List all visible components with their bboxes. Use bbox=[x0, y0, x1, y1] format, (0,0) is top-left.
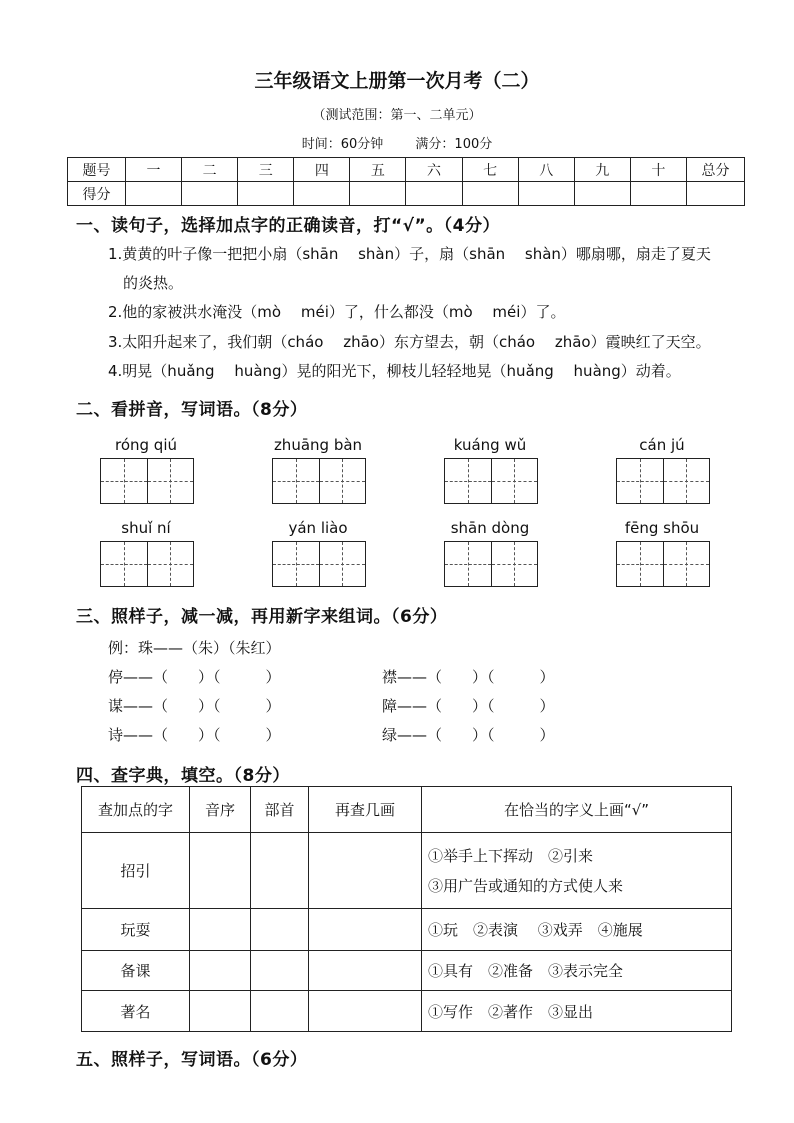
answer-cell[interactable] bbox=[190, 991, 251, 1032]
answer-cell[interactable] bbox=[251, 833, 309, 909]
score-table-header-row bbox=[68, 158, 745, 182]
tianzige-grid[interactable] bbox=[272, 541, 366, 587]
pinyin-label: róng qiú bbox=[114, 436, 177, 454]
section-2-heading: 二、看拼音，写词语。（8分） bbox=[76, 400, 308, 420]
section-5-heading: 五、照样子，写词语。（6分） bbox=[76, 1050, 308, 1070]
exam-time-info bbox=[0, 133, 794, 152]
pinyin-label: shuǐ ní bbox=[121, 519, 171, 537]
score-cell[interactable] bbox=[687, 182, 745, 206]
question-1-line-1: 1.黄黄的叶子像一把把小扇（shān shàn）子，扇（shān shàn）哪扇哪，扇走了夏天 bbox=[108, 245, 711, 263]
score-cell[interactable] bbox=[518, 182, 574, 206]
section-3-heading: 三、照样子，减一减，再用新字来组词。（6分） bbox=[76, 607, 448, 627]
tianzige-grid[interactable] bbox=[272, 458, 366, 504]
pinyin-label: zhuāng bàn bbox=[273, 436, 363, 454]
exam-title: 三年级语文上册第一次月考（二） bbox=[254, 70, 540, 92]
tianzige-grid[interactable] bbox=[100, 541, 194, 587]
score-table-header-cell: 总分 bbox=[687, 158, 745, 182]
pinyin-label: fēng shōu bbox=[624, 519, 700, 537]
tianzige-grid[interactable] bbox=[616, 541, 710, 587]
score-cell[interactable] bbox=[294, 182, 350, 206]
score-cell[interactable] bbox=[630, 182, 686, 206]
tianzige-grid[interactable] bbox=[100, 458, 194, 504]
dictionary-header-cell: 再查几画 bbox=[309, 787, 422, 833]
tianzige-grid[interactable] bbox=[444, 541, 538, 587]
score-table-header-cell: 四 bbox=[294, 158, 350, 182]
section-1-heading: 一、读句子，选择加点字的正确读音，打“√”。（4分） bbox=[76, 216, 501, 236]
answer-cell[interactable] bbox=[309, 951, 422, 991]
score-table-score-row bbox=[68, 182, 745, 206]
meaning-cell[interactable]: ①写作 ②著作 ③显出 bbox=[422, 991, 732, 1032]
tianzige-grid[interactable] bbox=[444, 458, 538, 504]
dictionary-word: 招引 bbox=[82, 833, 190, 909]
dictionary-header-cell: 在恰当的字义上画“√” bbox=[422, 787, 732, 833]
table-row bbox=[82, 991, 732, 1032]
score-cell[interactable] bbox=[462, 182, 518, 206]
table-row bbox=[82, 909, 732, 951]
question-3: 3.太阳升起来了，我们朝（cháo zhāo）东方望去，朝（cháo zhāo）霞映红了天空。 bbox=[108, 333, 711, 351]
score-row-label: 得分 bbox=[68, 182, 126, 206]
score-table-header-cell: 题号 bbox=[68, 158, 126, 182]
meaning-cell[interactable]: ①具有 ②准备 ③表示完全 bbox=[422, 951, 732, 991]
score-cell[interactable] bbox=[238, 182, 294, 206]
dictionary-word: 备课 bbox=[82, 951, 190, 991]
score-table-header-cell: 八 bbox=[518, 158, 574, 182]
score-cell[interactable] bbox=[126, 182, 182, 206]
score-table bbox=[67, 157, 745, 206]
dictionary-table bbox=[81, 786, 732, 1032]
score-table-header-cell: 六 bbox=[406, 158, 462, 182]
table-row bbox=[82, 951, 732, 991]
answer-cell[interactable] bbox=[251, 951, 309, 991]
score-table-header-cell: 十 bbox=[630, 158, 686, 182]
meaning-cell[interactable]: ①玩 ②表演 ③戏弄 ④施展 bbox=[422, 909, 732, 951]
table-row bbox=[82, 833, 732, 909]
word-item[interactable]: 障——（ ）（ ） bbox=[382, 697, 555, 715]
answer-cell[interactable] bbox=[251, 909, 309, 951]
score-table-header-cell: 二 bbox=[182, 158, 238, 182]
answer-cell[interactable] bbox=[190, 833, 251, 909]
score-cell[interactable] bbox=[574, 182, 630, 206]
dictionary-header-cell: 音序 bbox=[190, 787, 251, 833]
pinyin-label: shān dòng bbox=[450, 519, 530, 537]
answer-cell[interactable] bbox=[251, 991, 309, 1032]
word-item[interactable]: 诗——（ ）（ ） bbox=[108, 726, 281, 744]
question-4: 4.明晃（huǎng huàng）晃的阳光下，柳枝儿轻轻地晃（huǎng huàng）动着。 bbox=[108, 362, 681, 380]
word-item[interactable]: 谋——（ ）（ ） bbox=[108, 697, 281, 715]
exam-duration: 时间：60分钟 bbox=[301, 137, 384, 152]
dictionary-header-cell: 部首 bbox=[251, 787, 309, 833]
score-cell[interactable] bbox=[406, 182, 462, 206]
meaning-cell[interactable] bbox=[422, 833, 732, 909]
pinyin-label: yán liào bbox=[288, 519, 348, 537]
answer-cell[interactable] bbox=[190, 909, 251, 951]
example-line: 例：珠——（朱）（朱红） bbox=[108, 639, 281, 657]
score-cell[interactable] bbox=[182, 182, 238, 206]
question-2: 2.他的家被洪水淹没（mò méi）了，什么都没（mò méi）了。 bbox=[108, 303, 566, 321]
score-table-header-cell: 三 bbox=[238, 158, 294, 182]
answer-cell[interactable] bbox=[309, 833, 422, 909]
exam-full-score: 满分：100分 bbox=[415, 137, 493, 152]
answer-cell[interactable] bbox=[309, 909, 422, 951]
section-4-heading: 四、查字典，填空。（8分） bbox=[76, 766, 290, 786]
pinyin-label: cán jú bbox=[639, 436, 685, 454]
answer-cell[interactable] bbox=[190, 951, 251, 991]
pinyin-label: kuáng wǔ bbox=[453, 436, 527, 454]
dictionary-header-cell: 查加点的字 bbox=[82, 787, 190, 833]
score-table-header-cell: 五 bbox=[350, 158, 406, 182]
score-table-header-cell: 九 bbox=[574, 158, 630, 182]
score-cell[interactable] bbox=[350, 182, 406, 206]
dictionary-word: 著名 bbox=[82, 991, 190, 1032]
word-item[interactable]: 襟——（ ）（ ） bbox=[382, 668, 555, 686]
score-table-header-cell: 七 bbox=[462, 158, 518, 182]
word-item[interactable]: 停——（ ）（ ） bbox=[108, 668, 281, 686]
word-item[interactable]: 绿——（ ）（ ） bbox=[382, 726, 555, 744]
tianzige-grid[interactable] bbox=[616, 458, 710, 504]
dictionary-word: 玩耍 bbox=[82, 909, 190, 951]
exam-scope: （测试范围：第一、二单元） bbox=[312, 108, 482, 123]
meaning-line: ①举手上下挥动 ②引来 bbox=[428, 846, 594, 865]
answer-cell[interactable] bbox=[309, 991, 422, 1032]
dictionary-table-header-row bbox=[82, 787, 732, 833]
meaning-line: ③用广告或通知的方式使人来 bbox=[428, 876, 624, 895]
question-1-line-2: 的炎热。 bbox=[123, 274, 184, 292]
score-table-header-cell: 一 bbox=[126, 158, 182, 182]
